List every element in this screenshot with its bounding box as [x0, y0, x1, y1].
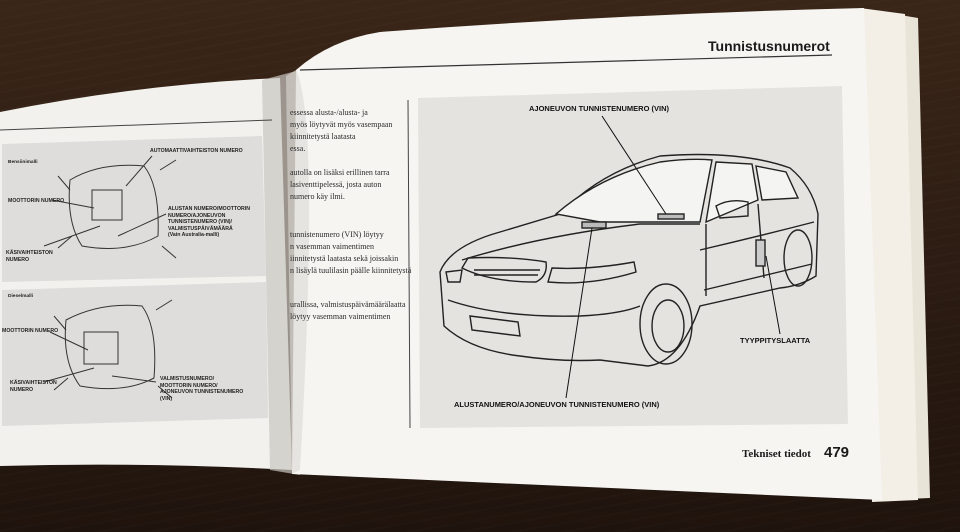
diesel-engine-number-label: MOOTTORIN NUMERO: [2, 328, 59, 334]
body-line: autolla on lisäksi erillinen tarra: [290, 168, 390, 177]
chassis-callout: ALUSTANUMERO/AJONEUVON TUNNISTENUMERO (VIN): [454, 400, 660, 409]
section-title: Tunnistusnumerot: [708, 38, 830, 54]
diesel-panel-title: Dieselmalli: [8, 294, 34, 299]
chassis-number-label: ALUSTAN NUMERO/MOOTTORIN NUMERO/AJONEUVON TUNNISTENUMERO (VIN)/ VALMISTUSPÄIVÄMÄÄRÄ (Vain Australia-malli): [168, 206, 250, 238]
footer-section-label: Tekniset tiedot: [742, 448, 811, 460]
body-line: numero käy ilmi.: [290, 192, 345, 201]
body-line: myös löytyvät myös vasempaan: [290, 120, 393, 129]
manual-transmission-label: KÄSIVAIHTEISTON NUMERO: [6, 250, 53, 263]
page-number: 479: [824, 444, 850, 461]
body-line: n lisäylä tuulilasin päälle kiinnitetystä: [290, 266, 412, 275]
body-line: löytyy vasemman vaimentimen: [290, 312, 391, 321]
body-line: urallissa, valmistuspäivämäärälaatta: [290, 300, 406, 309]
body-line: tunnistenumero (VIN) löytyy: [290, 230, 384, 239]
diesel-panel: [2, 282, 268, 426]
body-line: lasiventtipelessä, josta auton: [290, 180, 382, 189]
diesel-chassis-label: VALMISTUSNUMERO/ MOOTTORIN NUMERO/ AJONEUVON TUNNISTENUMERO (VIN): [160, 376, 244, 402]
transmission-number-label: AUTOMAATTIVAIHTEISTON NUMERO: [150, 148, 243, 154]
vin-callout: AJONEUVON TUNNISTENUMERO (VIN): [529, 104, 670, 113]
body-line: iinnitetystä laatasta sekä joissakin: [290, 254, 399, 263]
body-line: n vasemman vaimentimen: [290, 242, 374, 251]
type-plate-callout: TYYPPITYSLAATTA: [740, 336, 811, 345]
body-line: essessa alusta-/alusta- ja: [290, 108, 368, 117]
body-line: kiinnitetystä laatasta: [290, 132, 356, 141]
engine-number-label: MOOTTORIN NUMERO: [8, 198, 65, 204]
body-line: essa.: [290, 144, 306, 153]
petrol-panel-title: Bensiinimalli: [8, 160, 38, 165]
diesel-manual-transmission-label: KÄSIVAIHTEISTON NUMERO: [10, 380, 57, 393]
